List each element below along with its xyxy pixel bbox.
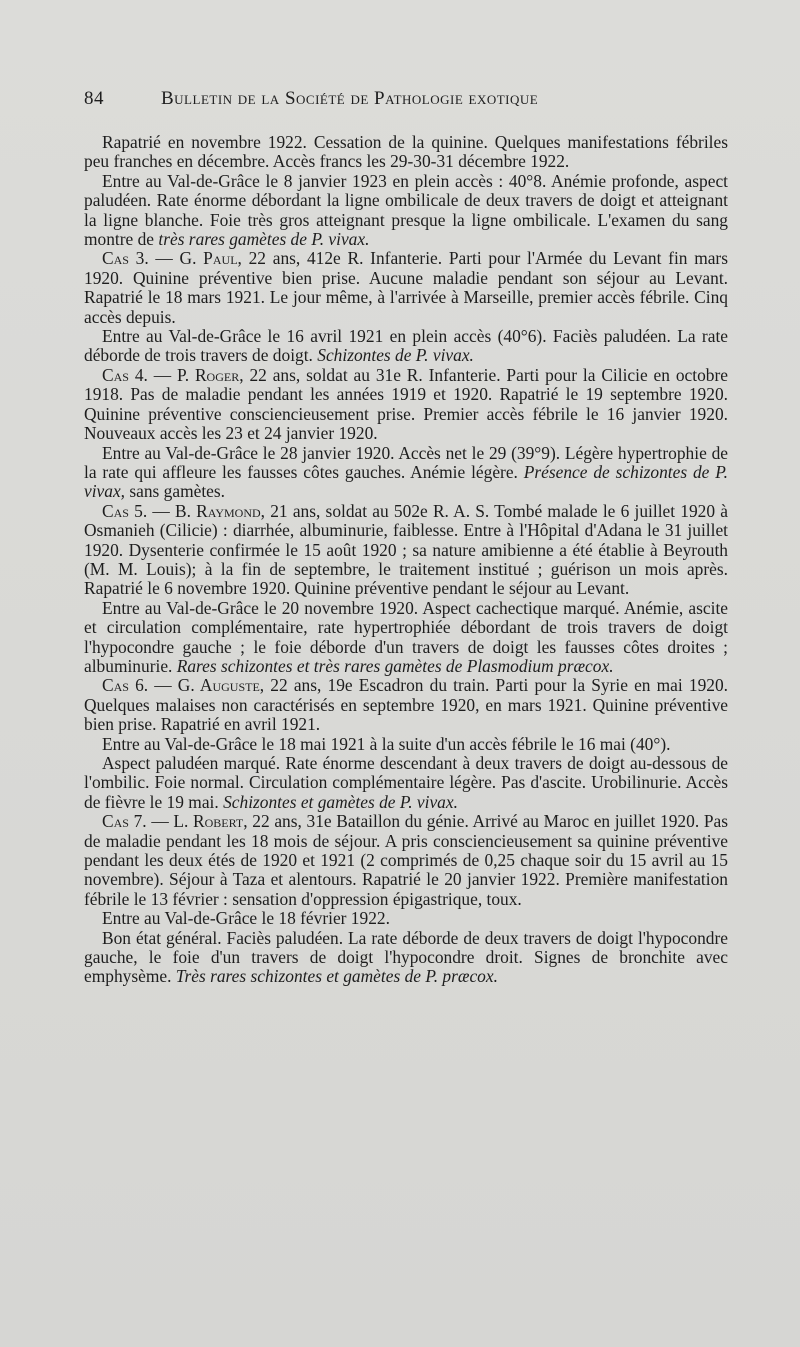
paragraph — [84, 444, 728, 502]
case-heading: Cas 5. — B. Raymond, — [102, 500, 266, 521]
text-run: Bon état général. Faciès paludéen. La rate déborde de deux travers de doigt l'hypocondre gauche, le foie d'un travers de doigt l'hypocondre droit. Signes de bronchite avec emphysème. — [84, 927, 728, 987]
case-heading: Cas 7. — L. Robert, — [102, 811, 248, 832]
paragraph — [84, 249, 728, 327]
case-heading: Cas 3. — G. Paul, — [102, 248, 242, 269]
text-run: Rapatrié en novembre 1922. Cessation de la quinine. Quelques manifestations fébriles peu franches en décembre. Accès francs les 29-30-31 décembre 1922. — [84, 132, 728, 172]
text-run: 22 ans, 19e Escadron du train. Parti pour la Syrie en mai 1920. Quelques malaises non caractérisés en septembre 1920, en mars 1921. Quinine préventive bien prise. Rapatrié en avril 1921. — [84, 675, 729, 735]
case-heading: Cas 6. — G. Auguste, — [102, 675, 265, 696]
paragraph — [84, 812, 728, 909]
paragraph — [84, 172, 728, 250]
article-body — [84, 133, 728, 987]
italic-text: Schizontes et gamètes de P. vivax. — [223, 791, 458, 812]
paragraph — [84, 599, 728, 677]
text-run: 22 ans, 31e Bataillon du génie. Arrivé au Maroc en juillet 1920. Pas de maladie pendant les 18 mois de séjour. A pris consciencieusement sa quinine préventive pendant les deux étés de 1920 et 1921 (2 comprimés de 0,25 chaque soir du 15 avril au 15 novembre). Séjour à Taza et alentours. Rapatrié le 20 janvier 1922. Première manifestation fébrile le 13 février : sensation d'oppression épigastrique, toux. — [84, 811, 728, 909]
paragraph — [84, 754, 728, 812]
page-number: 84 — [84, 88, 104, 109]
text-run: 22 ans, 412e R. Infanterie. Parti pour l'Armée du Levant fin mars 1920. Quinine préventive bien prise. Aucune maladie pendant son séjour au Levant. Rapatrié le 18 mars 1921. Le jour même, à l'arrivée à Marseille, premier accès fébrile. Cinq accès depuis. — [84, 248, 728, 327]
italic-text: Très rares schizontes et gamètes de P. præcox. — [175, 966, 498, 987]
text-run: Entre au Val-de-Grâce le 28 janvier 1920. Accès net le 29 (39°9). Légère hypertrophie de la rate qui affleure les fausses côtes gauches. Anémie légère. — [84, 442, 728, 482]
italic-text: Rares schizontes et très rares gamètes de Plasmodium præcox. — [176, 655, 614, 676]
case-heading: Cas 4. — P. Roger, — [102, 364, 244, 385]
italic-text: Schizontes de P. vivax. — [317, 345, 474, 366]
text-run: sans gamètes. — [125, 481, 226, 502]
text-run: 21 ans, soldat au 502e R. A. S. Tombé malade le 6 juillet 1920 à Osmanieh (Cilicie) : diarrhée, albuminurie, faiblesse. Entre à l'Hôpital d'Adana le 31 juillet 1920. Dysenterie confirmée le 15 août 1920 ; sa nature amibienne a été établie à Beyrouth (M. M. Louis); à la fin de septembre, le traitement institué ; guérison un mois après. Rapatrié le 6 novembre 1920. Quinine préventive pendant le séjour au Levant. — [84, 500, 728, 599]
running-title: Bulletin de la Société de Pathologie exotique — [161, 88, 539, 109]
italic-text: Présence de schizontes de P. vivax, — [84, 461, 728, 502]
text-run: Entre au Val-de-Grâce le 8 janvier 1923 en plein accès : 40°8. Anémie profonde, aspect paludéen. Rate énorme débordant la ligne ombilicale de deux travers de doigt et atteignant la ligne blanche. Foie très gros atteignant presque la ligne ombilicale. L'examen du sang montre de — [84, 170, 728, 250]
text-run: Entre au Val-de-Grâce le 16 avril 1921 en plein accès (40°6). Faciès paludéen. La rate déborde de trois travers de doigt. — [84, 326, 728, 366]
text-run: Entre au Val-de-Grâce le 20 novembre 1920. Aspect cachectique marqué. Anémie, ascite et circulation complémentaire, rate hypertrophiée débordant de trois travers de doigt l'hypocondre gauche ; le foie déborde d'un travers de doigt les fausses côtes droites ; albuminurie. — [84, 597, 728, 676]
paragraph — [84, 676, 728, 734]
paragraph — [84, 929, 728, 987]
paragraph — [84, 133, 728, 172]
paragraph — [84, 366, 728, 444]
paragraph — [84, 909, 728, 928]
text-run: Entre au Val-de-Grâce le 18 mai 1921 à la suite d'un accès fébrile le 16 mai (40°). — [102, 733, 671, 754]
italic-text: très rares gamètes de P. vivax. — [158, 229, 370, 250]
paragraph — [84, 502, 728, 599]
text-run: Entre au Val-de-Grâce le 18 février 1922. — [102, 908, 390, 929]
paragraph — [84, 327, 728, 366]
text-run: 22 ans, soldat au 31e R. Infanterie. Parti pour la Cilicie en octobre 1918. Pas de maladie pendant les années 1919 et 1920. Rapatrié le 19 septembre 1920. Quinine préventive consciencieusement prise. Premier accès fébrile le 16 janvier 1920. Nouveaux accès les 23 et 24 janvier 1920. — [84, 364, 728, 444]
text-run: Aspect paludéen marqué. Rate énorme descendant à deux travers de doigt au-dessous de l'ombilic. Foie normal. Circulation complémentaire légère. Pas d'ascite. Urobilinurie. Accès de fièvre le 19 mai. — [84, 753, 728, 812]
paragraph — [84, 735, 728, 754]
